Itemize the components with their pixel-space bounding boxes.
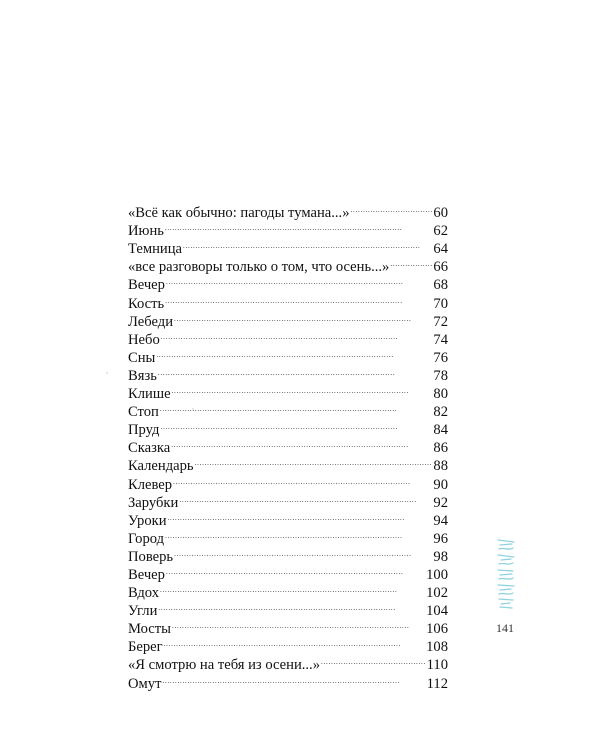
toc-entry-title: Темница <box>128 241 182 258</box>
toc-entry-page: 94 <box>433 512 448 529</box>
table-of-contents <box>128 199 448 692</box>
toc-entry <box>128 615 448 638</box>
toc-entry-title: Небо <box>128 331 160 348</box>
toc-dot-leader <box>162 669 425 687</box>
toc-entry-title: Стоп <box>128 404 159 421</box>
toc-entry-title: Сказка <box>128 440 171 457</box>
toc-entry <box>128 597 448 620</box>
toc-entry-title: Лебеди <box>128 313 174 330</box>
toc-dot-leader <box>168 507 433 525</box>
toc-entry <box>128 543 448 565</box>
toc-entry <box>128 289 448 312</box>
toc-entry <box>128 398 448 421</box>
toc-entry-title: Кость <box>128 295 165 312</box>
toc-entry-page: 84 <box>433 422 448 439</box>
toc-entry <box>128 452 448 475</box>
toc-dot-leader <box>183 235 432 253</box>
toc-entry-page: 68 <box>433 277 448 294</box>
toc-entry-page: 78 <box>433 367 448 384</box>
toc-entry-page: 72 <box>433 313 448 330</box>
toc-entry <box>128 362 448 384</box>
toc-entry-page: 64 <box>433 241 448 258</box>
toc-entry <box>128 217 448 240</box>
toc-entry-title: Клише <box>128 386 171 403</box>
toc-dot-leader <box>174 543 432 561</box>
toc-entry <box>128 470 448 493</box>
page-number: 141 <box>496 621 514 635</box>
toc-entry-title: Зарубки <box>128 494 179 511</box>
toc-dot-leader <box>390 253 432 271</box>
toc-dot-leader <box>165 289 432 307</box>
toc-dot-leader <box>174 308 432 326</box>
toc-dot-leader <box>156 344 432 362</box>
toc-entry-title: Омут <box>128 675 162 692</box>
toc-entry-page: 62 <box>433 223 448 240</box>
toc-entry-page: 66 <box>433 259 448 276</box>
toc-entry <box>128 308 448 330</box>
toc-entry <box>128 651 448 674</box>
toc-entry-page: 104 <box>426 603 448 620</box>
toc-entry <box>128 416 448 439</box>
toc-entry <box>128 633 448 656</box>
toc-entry-title: Мосты <box>128 621 171 638</box>
toc-dot-leader <box>165 525 432 543</box>
toc-entry <box>128 507 448 529</box>
toc-entry-page: 88 <box>433 458 448 475</box>
toc-entry-title: Сны <box>128 349 156 366</box>
toc-entry-page: 86 <box>433 440 448 457</box>
toc-entry-page: 60 <box>433 205 448 222</box>
toc-entry <box>128 326 448 348</box>
toc-entry-page: 82 <box>433 404 448 421</box>
toc-entry <box>128 380 448 403</box>
toc-dot-leader <box>165 217 432 235</box>
toc-entry-title: «все разговоры только о том, что осень...» <box>128 259 390 276</box>
toc-entry-title: Берег <box>128 639 163 656</box>
toc-dot-leader <box>321 651 426 669</box>
toc-entry <box>128 235 448 258</box>
toc-entry-page: 74 <box>433 331 448 348</box>
toc-dot-leader <box>164 633 425 651</box>
toc-entry-title: Вдох <box>128 585 160 602</box>
toc-entry-page: 90 <box>433 476 448 493</box>
toc-entry <box>128 525 448 547</box>
toc-entry-title: Поверь <box>128 548 174 565</box>
toc-dot-leader <box>160 579 425 597</box>
toc-entry-title: Угли <box>128 603 158 620</box>
toc-entry-page: 100 <box>426 566 448 583</box>
toc-dot-leader <box>161 326 433 344</box>
toc-entry-title: «Всё как обычно: пагоды тумана...» <box>128 205 350 222</box>
toc-entry-page: 102 <box>426 585 448 602</box>
toc-entry-title: Вечер <box>128 277 165 294</box>
toc-dot-leader <box>179 489 432 507</box>
toc-entry-page: 70 <box>433 295 448 312</box>
toc-dot-leader <box>166 271 432 289</box>
toc-dot-leader <box>351 199 433 217</box>
decorative-stamp-icon <box>494 536 518 610</box>
toc-dot-leader <box>160 416 432 434</box>
toc-entry-page: 112 <box>426 675 448 692</box>
toc-entry <box>128 271 448 294</box>
paper-speck <box>106 372 108 374</box>
toc-entry-page: 108 <box>426 639 448 656</box>
toc-entry-page: 92 <box>433 494 448 511</box>
toc-entry <box>128 669 448 692</box>
toc-entry <box>128 561 448 583</box>
toc-dot-leader <box>173 470 432 488</box>
toc-entry-title: Вязь <box>128 367 157 384</box>
toc-entry-page: 110 <box>426 657 448 674</box>
toc-entry-page: 76 <box>433 349 448 366</box>
toc-entry-title: Уроки <box>128 512 167 529</box>
toc-entry <box>128 579 448 602</box>
toc-dot-leader <box>172 615 425 633</box>
toc-entry-page: 80 <box>433 386 448 403</box>
toc-entry <box>128 344 448 366</box>
toc-entry-page: 106 <box>426 621 448 638</box>
toc-entry-title: Пруд <box>128 422 160 439</box>
toc-entry-page: 96 <box>433 530 448 547</box>
toc-entry-page: 98 <box>433 548 448 565</box>
toc-entry-title: Город <box>128 530 165 547</box>
toc-dot-leader <box>172 380 433 398</box>
toc-dot-leader <box>160 398 433 416</box>
toc-entry-title: Клевер <box>128 476 173 493</box>
toc-entry <box>128 199 448 222</box>
toc-entry-title: Вечер <box>128 566 165 583</box>
toc-dot-leader <box>171 434 432 452</box>
toc-entry <box>128 434 448 457</box>
toc-entry-title: Июнь <box>128 223 164 240</box>
toc-dot-leader <box>158 362 433 380</box>
toc-dot-leader <box>166 561 425 579</box>
toc-dot-leader <box>195 452 433 470</box>
toc-entry <box>128 489 448 511</box>
toc-entry-title: Календарь <box>128 458 194 475</box>
toc-entry-title: «Я смотрю на тебя из осени...» <box>128 657 320 674</box>
toc-dot-leader <box>158 597 425 615</box>
